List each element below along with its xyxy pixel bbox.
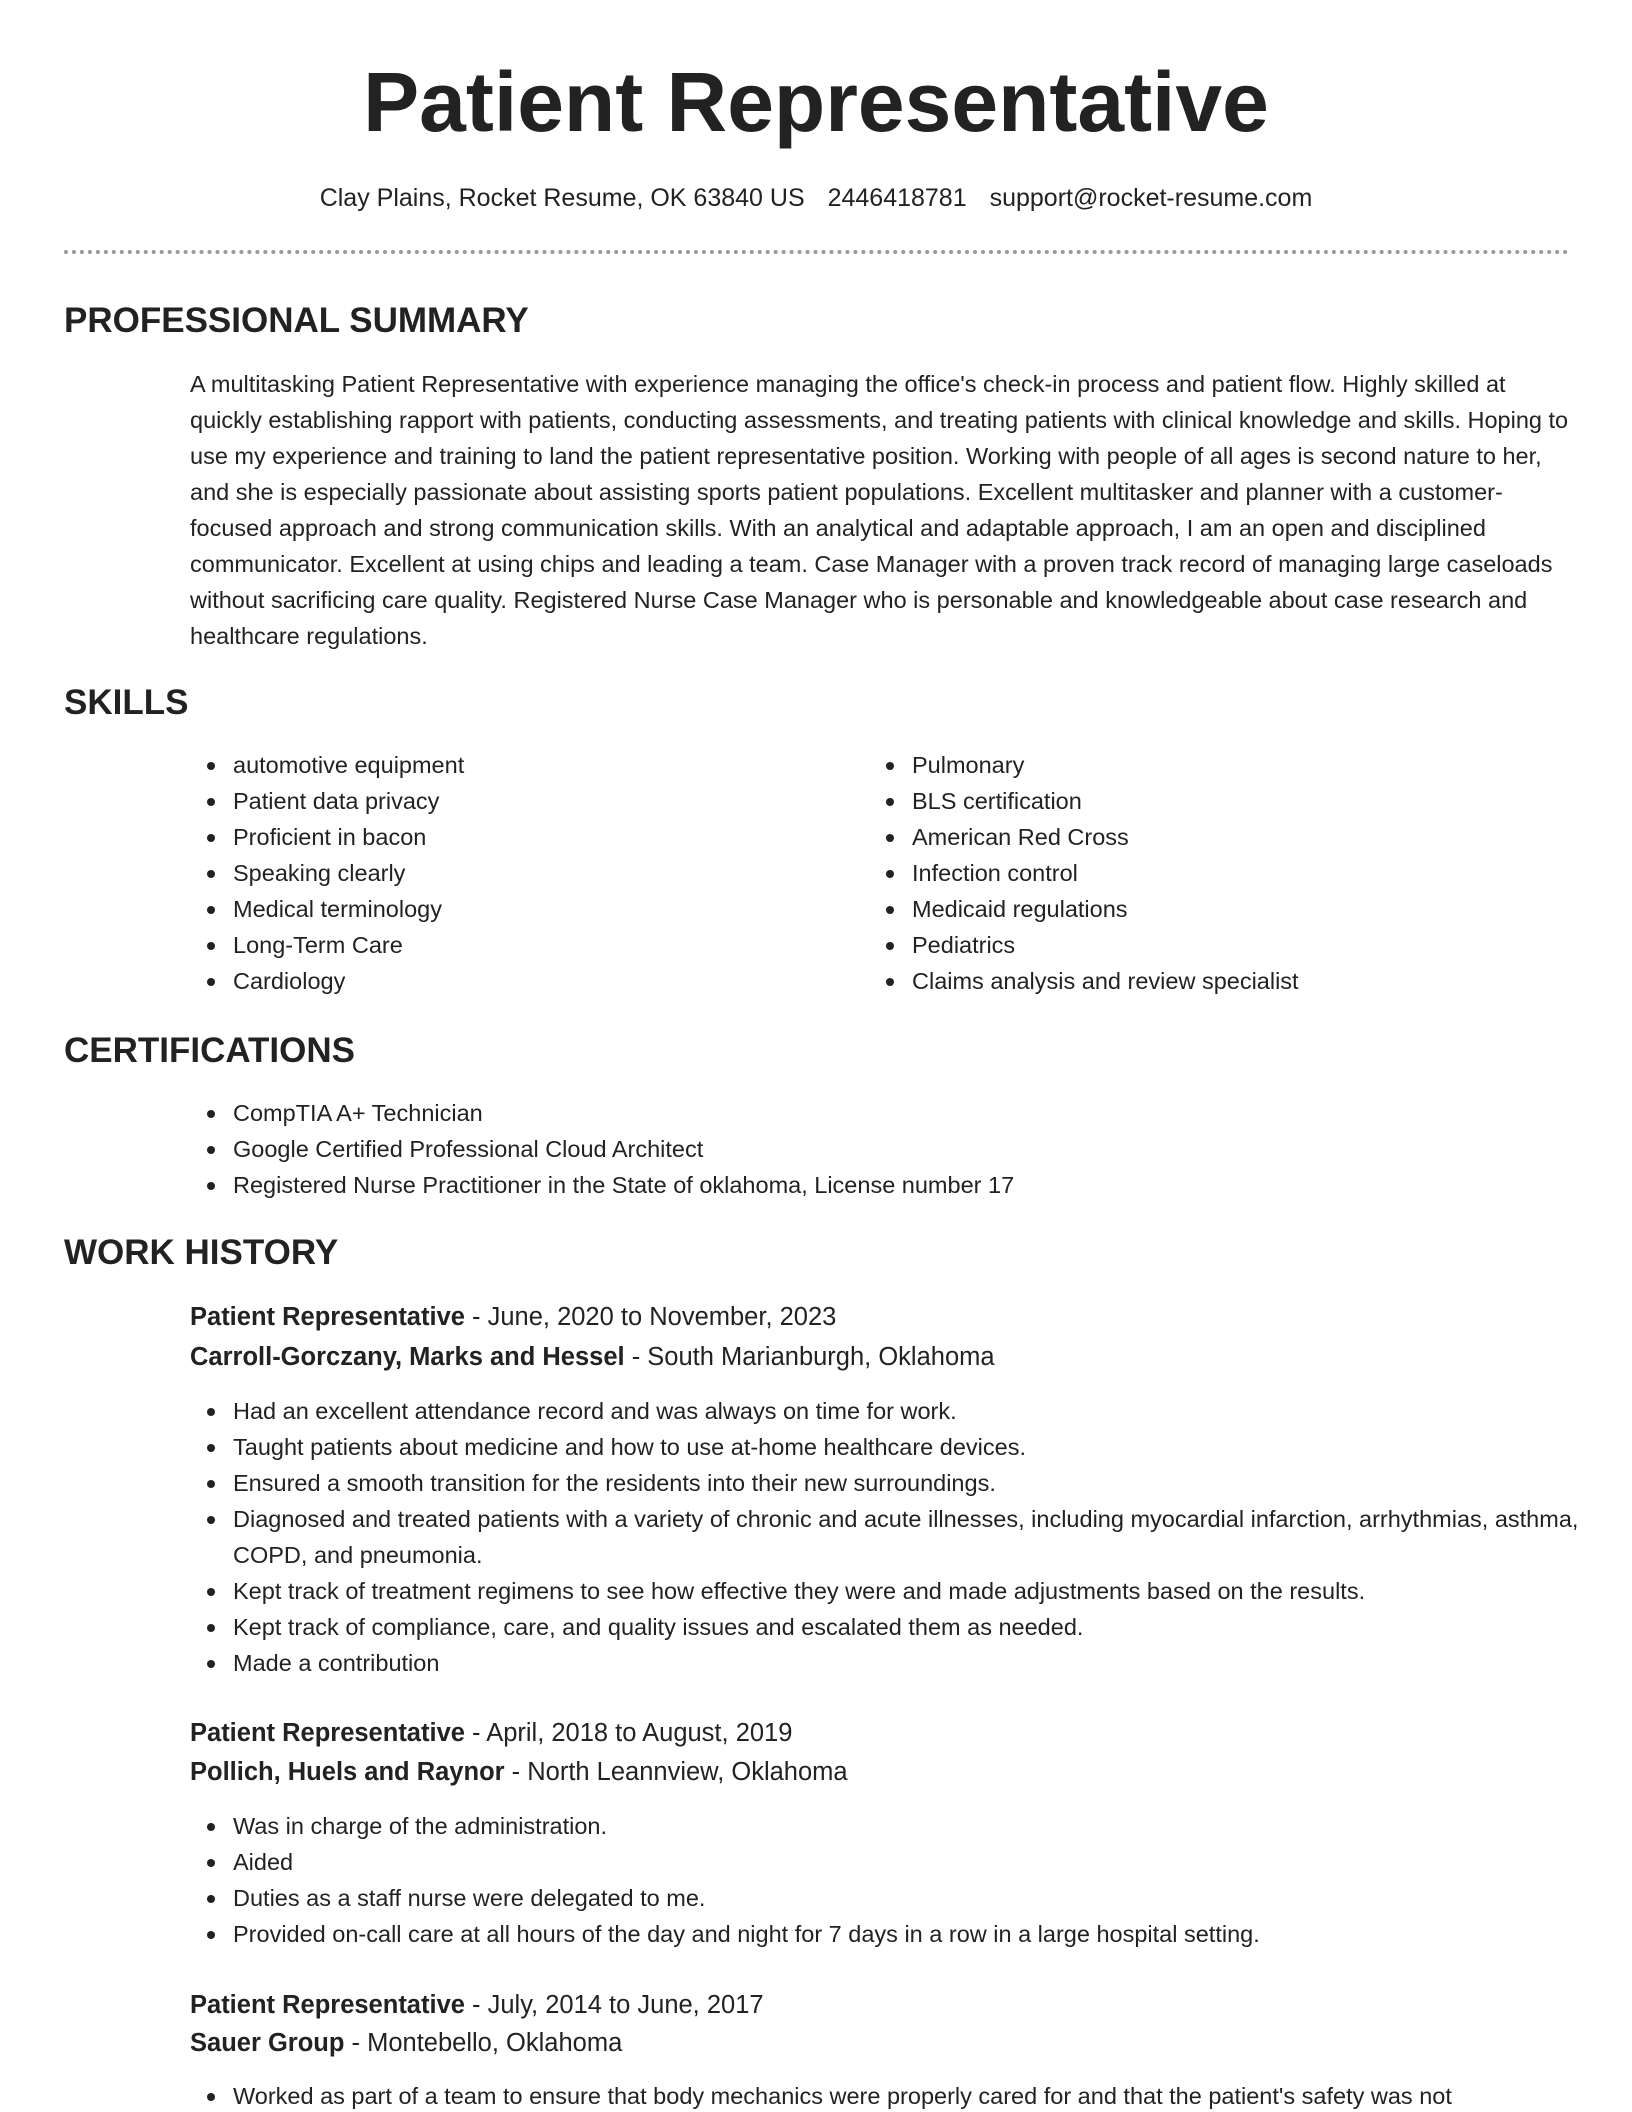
job-dates: - June, 2020 to November, 2023 [464, 1303, 837, 1331]
job-company: Pollich, Huels and Raynor [190, 1758, 505, 1786]
skill-item: Pulmonary [912, 747, 1602, 783]
contact-email: support@rocket-resume.com [989, 184, 1313, 212]
job-role: Patient Representative [190, 1719, 465, 1747]
job-duties-list [190, 1808, 1613, 1952]
work-history-heading: WORK HISTORY [64, 1233, 339, 1272]
skill-item: automotive equipment [233, 747, 853, 783]
job-title-line [190, 1715, 792, 1751]
job-company-line [190, 1339, 995, 1375]
skill-item: Proficient in bacon [233, 819, 853, 855]
skill-item: Patient data privacy [233, 783, 853, 819]
skill-item: American Red Cross [912, 819, 1602, 855]
job-duty-item: Aided [233, 1844, 1613, 1880]
job-duty-item: Provided on-call care at all hours of the day and night for 7 days in a row in a large hospital setting. [233, 1916, 1613, 1952]
skill-item: Speaking clearly [233, 855, 853, 891]
skills-list-left [190, 747, 853, 999]
job-role: Patient Representative [190, 1303, 465, 1331]
job-duty-item: Was in charge of the administration. [233, 1808, 1613, 1844]
job-title-line [190, 1299, 836, 1335]
skills-list-right [869, 747, 1602, 999]
contact-phone: 2446418781 [827, 184, 967, 212]
certifications-heading: CERTIFICATIONS [64, 1031, 356, 1070]
job-duty-item: Kept track of treatment regimens to see how effective they were and made adjustments based on the results. [233, 1573, 1613, 1609]
job-duties-list [190, 1393, 1613, 1681]
skill-item: Claims analysis and review specialist [912, 963, 1602, 999]
skill-item: Infection control [912, 855, 1602, 891]
job-duty-item: Taught patients about medicine and how to use at-home healthcare devices. [233, 1429, 1613, 1465]
skill-item: Long-Term Care [233, 927, 853, 963]
resume-name: Patient Representative [363, 55, 1269, 149]
summary-heading: PROFESSIONAL SUMMARY [64, 301, 529, 340]
job-duty-item: Worked as part of a team to ensure that body mechanics were properly cared for and that the patient's safety was not [233, 2078, 1613, 2112]
job-duty-item: Duties as a staff nurse were delegated to me. [233, 1880, 1613, 1916]
job-company: Sauer Group [190, 2029, 345, 2057]
skill-item: Medicaid regulations [912, 891, 1602, 927]
certification-item: CompTIA A+ Technician [233, 1095, 1603, 1131]
header-divider [64, 250, 1569, 254]
skill-item: Pediatrics [912, 927, 1602, 963]
job-company: Carroll-Gorczany, Marks and Hessel [190, 1343, 625, 1371]
contact-line [0, 180, 1632, 216]
certification-item: Registered Nurse Practitioner in the State of oklahoma, License number 17 [233, 1167, 1603, 1203]
job-role: Patient Representative [190, 1991, 465, 2019]
job-duty-item: Diagnosed and treated patients with a variety of chronic and acute illnesses, including myocardial infarction, arrhythmias, asthma, COPD, and pneumonia. [233, 1501, 1613, 1573]
skill-item: Cardiology [233, 963, 853, 999]
job-title-line [190, 1987, 764, 2023]
job-duty-item: Had an excellent attendance record and was always on time for work. [233, 1393, 1613, 1429]
job-company-line [190, 2025, 622, 2061]
summary-text: A multitasking Patient Representative with experience managing the office's check-in process and patient flow. Highly skilled at quickly establishing rapport with patients, conducting assessments, and treating patients with clinical knowledge and skills. Hoping to use my experience and training to land the patient representative position. Working with people of all ages is second nature to her, and she is especially passionate about assisting sports patient populations. Excellent multitasker and planner with a customer-focused approach and strong communication skills. With an analytical and adaptable approach, I am an open and disciplined communicator. Excellent at using chips and leading a team. Case Manager with a proven track record of managing large caseloads without sacrificing care quality. Registered Nurse Case Manager who is personable and knowledgeable about case research and healthcare regulations. [190, 371, 1569, 649]
job-location: - Montebello, Oklahoma [344, 2029, 623, 2057]
job-company-line [190, 1754, 848, 1790]
job-duty-item: Kept track of compliance, care, and quality issues and escalated them as needed. [233, 1609, 1613, 1645]
job-dates: - July, 2014 to June, 2017 [464, 1991, 764, 2019]
skill-item: BLS certification [912, 783, 1602, 819]
job-duty-item: Made a contribution [233, 1645, 1613, 1681]
skills-heading: SKILLS [64, 683, 189, 722]
certifications-list [190, 1095, 1603, 1203]
job-duties-list [190, 2078, 1613, 2112]
job-duty-item: Ensured a smooth transition for the residents into their new surroundings. [233, 1465, 1613, 1501]
job-dates: - April, 2018 to August, 2019 [464, 1719, 793, 1747]
job-location: - North Leannview, Oklahoma [504, 1758, 848, 1786]
skill-item: Medical terminology [233, 891, 853, 927]
job-location: - South Marianburgh, Oklahoma [624, 1343, 995, 1371]
contact-address: Clay Plains, Rocket Resume, OK 63840 US [319, 184, 805, 212]
certification-item: Google Certified Professional Cloud Architect [233, 1131, 1603, 1167]
